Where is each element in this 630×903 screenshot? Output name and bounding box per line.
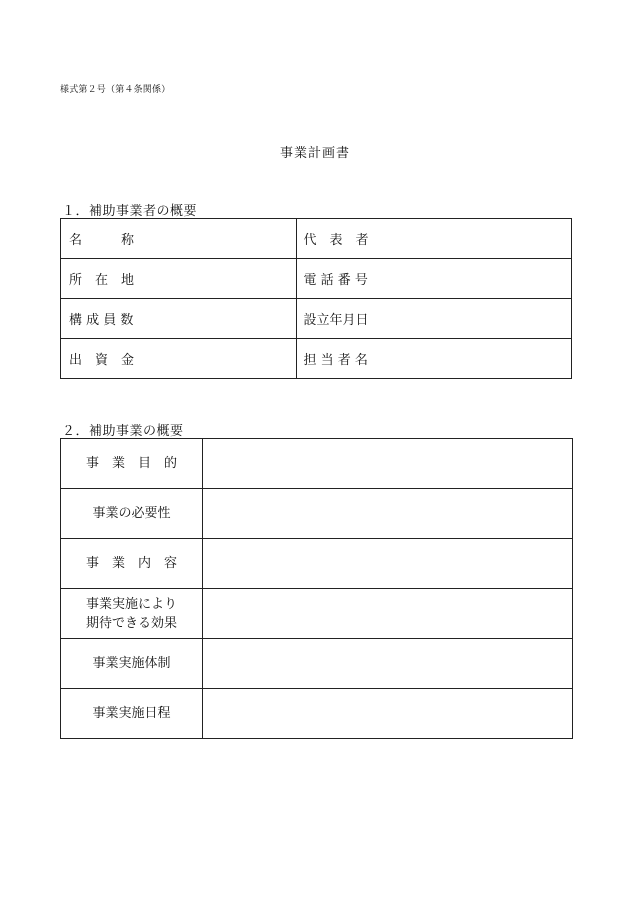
row-label-cell [61,639,203,689]
row-label: 事業実施日程 [92,706,171,721]
field-label: 構 成 員 数 [69,313,134,328]
field-phone-cell[interactable] [297,259,572,299]
schedule-value-cell[interactable] [203,689,573,739]
section2-heading: ２．補助事業の概要 [62,424,184,439]
table-row [61,689,573,739]
row-label: 事 業 目 的 [85,456,177,471]
form-number: 様式第２号（第４条関係） [60,85,171,95]
document-title: 事業計画書 [279,146,350,161]
row-label: 事業の必要性 [92,506,171,521]
row-label: 事 業 内 容 [85,556,177,571]
necessity-value-cell[interactable] [203,489,573,539]
row-label-cell [61,539,203,589]
table-row [61,299,572,339]
expected-effect-value-cell[interactable] [203,589,573,639]
content-value-cell[interactable] [203,539,573,589]
row-label: 事業実施により 期待できる効果 [85,596,177,631]
field-contact-cell[interactable] [297,339,572,379]
field-label: 電 話 番 号 [303,273,368,288]
structure-value-cell[interactable] [203,639,573,689]
field-label: 代 表 者 [303,233,369,248]
row-label-cell [61,439,203,489]
table-row [61,489,573,539]
field-label: 所 在 地 [69,273,135,288]
row-label-cell [61,589,203,639]
field-capital-cell[interactable] [61,339,297,379]
table-row [61,439,573,489]
applicant-overview-table [60,218,572,379]
table-row [61,639,573,689]
row-label: 事業実施体制 [92,656,171,671]
table-row [61,259,572,299]
field-label: 出 資 金 [69,353,135,368]
field-established-cell[interactable] [297,299,572,339]
field-label: 名 称 [69,233,135,248]
field-name-cell[interactable] [61,219,297,259]
purpose-value-cell[interactable] [203,439,573,489]
field-label: 担 当 者 名 [303,353,368,368]
table-row [61,539,573,589]
project-overview-table [60,438,573,739]
table-row [61,339,572,379]
table-row [61,589,573,639]
field-members-cell[interactable] [61,299,297,339]
row-label-cell [61,689,203,739]
table-row [61,219,572,259]
field-address-cell[interactable] [61,259,297,299]
section1-heading: １．補助事業者の概要 [62,204,198,219]
field-label: 設立年月日 [303,313,369,328]
field-representative-cell[interactable] [297,219,572,259]
row-label-cell [61,489,203,539]
